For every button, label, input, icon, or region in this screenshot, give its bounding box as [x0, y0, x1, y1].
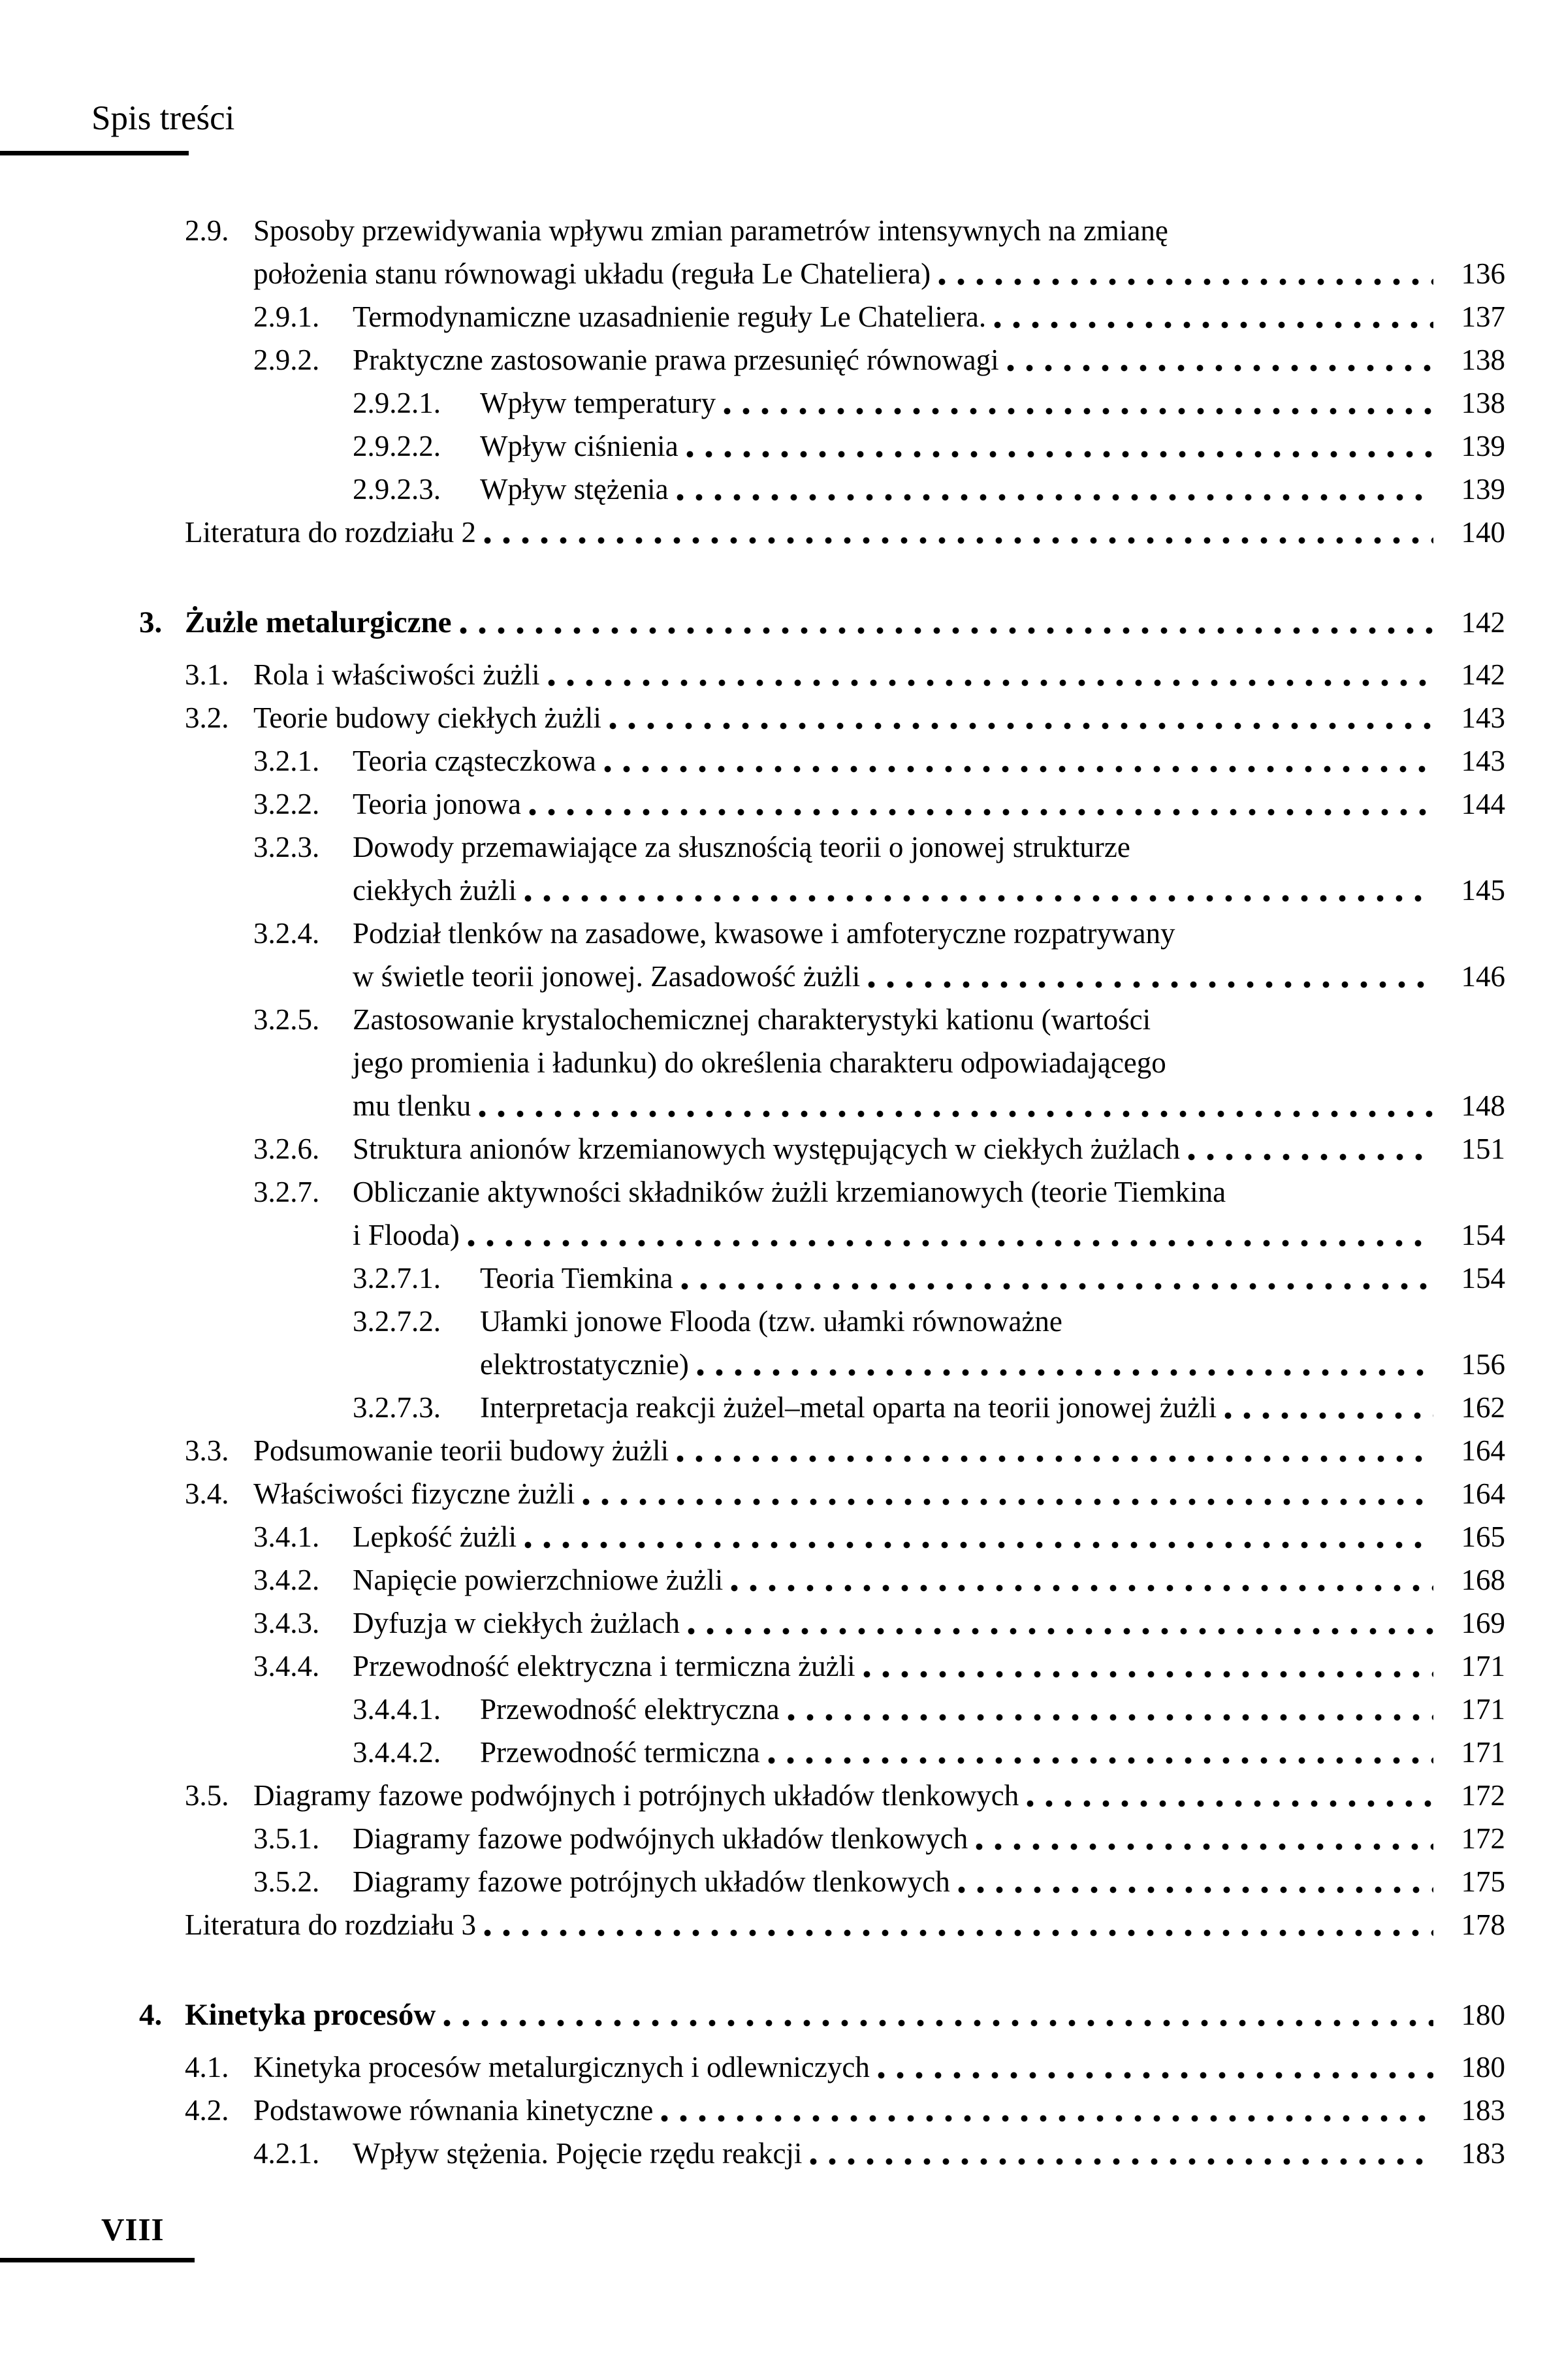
- toc-entry-title: Wpływ stężenia. Pojęcie rzędu reakcji: [353, 2137, 803, 2170]
- toc-row: [0, 511, 1547, 554]
- toc-row: [0, 1601, 1547, 1645]
- toc-page-number: 178: [1461, 1908, 1505, 1941]
- toc-entry-title: Teoria cząsteczkowa: [353, 745, 596, 777]
- toc-page-number: 139: [1461, 473, 1505, 506]
- toc-row: [0, 1645, 1547, 1688]
- dot-leader: [1188, 1153, 1433, 1161]
- toc-entry-title: Diagramy fazowe podwójnych układów tlenkowych: [353, 1822, 968, 1855]
- dot-leader: [524, 895, 1433, 902]
- toc-page-number: 156: [1461, 1348, 1505, 1381]
- toc-entry-number: 3.4.2.: [253, 1564, 320, 1596]
- dot-leader: [484, 537, 1433, 544]
- toc-entry-number: 3.4.4.1.: [353, 1693, 441, 1726]
- toc-page-number: 137: [1461, 300, 1505, 333]
- dot-leader: [661, 2115, 1433, 2122]
- toc-page-number: 144: [1461, 788, 1505, 820]
- toc-row: [0, 912, 1547, 955]
- toc-page-number: 164: [1461, 1434, 1505, 1467]
- dot-leader: [863, 1671, 1433, 1678]
- dot-leader: [958, 1886, 1433, 1893]
- toc-row: [0, 295, 1547, 338]
- toc-page-number: 180: [1461, 2051, 1505, 2083]
- toc-entry-number: 3.2.4.: [253, 917, 320, 950]
- toc-entry-title: Przewodność elektryczna: [480, 1693, 780, 1726]
- toc-entry-title: położenia stanu równowagi układu (reguła Le Chateliera): [253, 257, 931, 290]
- toc-row: [0, 338, 1547, 381]
- toc-page-number: 154: [1461, 1219, 1505, 1251]
- toc-entry-title: Teoria jonowa: [353, 788, 522, 820]
- toc-entry-title: Termodynamiczne uzasadnienie reguły Le Chateliera.: [353, 300, 987, 333]
- toc-page-number: 164: [1461, 1477, 1505, 1510]
- toc-entry-number: 3.: [139, 605, 163, 639]
- toc-page-number: 162: [1461, 1391, 1505, 1424]
- toc-entry-title: Kinetyka procesów metalurgicznych i odlewniczych: [253, 2051, 870, 2083]
- dot-leader: [460, 627, 1433, 634]
- toc-entry-title: Teorie budowy ciekłych żużli: [253, 701, 601, 734]
- toc-entry-number: 3.4.1.: [253, 1520, 320, 1553]
- toc-row: [0, 1688, 1547, 1731]
- toc-entry-number: 2.9.1.: [253, 300, 320, 333]
- toc-entry-title: Napięcie powierzchniowe żużli: [353, 1564, 724, 1596]
- toc-page-number: 183: [1461, 2094, 1505, 2127]
- toc-entry-title: Ułamki jonowe Flooda (tzw. ułamki równoważne: [480, 1305, 1062, 1338]
- toc-row: [0, 826, 1547, 869]
- toc-page-number: 143: [1461, 745, 1505, 777]
- toc-entry-title: Diagramy fazowe podwójnych i potrójnych układów tlenkowych: [253, 1779, 1019, 1812]
- toc-page-number: 154: [1461, 1262, 1505, 1295]
- toc-entry-number: 3.4.: [185, 1477, 229, 1510]
- toc-entry-number: 2.9.: [185, 214, 229, 247]
- toc-entry-number: 3.1.: [185, 658, 229, 691]
- dot-leader: [681, 1283, 1433, 1290]
- toc-entry-title: Literatura do rozdziału 2: [185, 516, 477, 549]
- toc-entry-title: Żużle metalurgiczne: [185, 605, 452, 639]
- toc-row: [0, 468, 1547, 511]
- toc-page-number: 180: [1461, 1999, 1505, 2031]
- toc-entry-title: Właściwości fizyczne żużli: [253, 1477, 575, 1510]
- toc-row: [0, 1515, 1547, 1558]
- dot-leader: [529, 809, 1433, 816]
- toc-page-number: 145: [1461, 874, 1505, 907]
- toc-row: [0, 1386, 1547, 1429]
- dot-leader: [688, 1628, 1433, 1635]
- toc-entry-number: 2.9.2.3.: [353, 473, 441, 506]
- toc-row: [0, 1300, 1547, 1343]
- toc-row: [0, 1041, 1547, 1084]
- toc-entry-number: 3.5.2.: [253, 1865, 320, 1898]
- toc-entry-number: 4.1.: [185, 2051, 229, 2083]
- toc-chapter-row: [0, 1993, 1547, 2036]
- toc-entry-title: Podsumowanie teorii budowy żużli: [253, 1434, 669, 1467]
- toc-page-number: 139: [1461, 430, 1505, 462]
- dot-leader: [604, 765, 1433, 773]
- toc-page-number: 138: [1461, 387, 1505, 419]
- dot-leader: [468, 1240, 1433, 1247]
- toc-entry-title: ciekłych żużli: [353, 874, 517, 907]
- toc-page-number: 136: [1461, 257, 1505, 290]
- toc-entry-number: 3.2.1.: [253, 745, 320, 777]
- toc-entry-number: 3.4.3.: [253, 1607, 320, 1639]
- page-title: Spis treści: [91, 99, 235, 137]
- toc-entry-title: Interpretacja reakcji żużel–metal oparta na teorii jonowej żużli: [480, 1391, 1217, 1424]
- toc-row: [0, 696, 1547, 739]
- toc-row: [0, 1257, 1547, 1300]
- toc-row: [0, 782, 1547, 826]
- toc-list: [0, 209, 1547, 2175]
- toc-page-number: 168: [1461, 1564, 1505, 1596]
- toc-entry-title: Praktyczne zastosowanie prawa przesunięć równowagi: [353, 344, 999, 376]
- toc-page-number: 183: [1461, 2137, 1505, 2170]
- toc-row: [0, 1084, 1547, 1127]
- dot-leader: [524, 1541, 1433, 1549]
- toc-row: [0, 209, 1547, 252]
- toc-entry-number: 4.2.1.: [253, 2137, 320, 2170]
- toc-chapter-row: [0, 601, 1547, 644]
- toc-page-number: 142: [1461, 658, 1505, 691]
- dot-leader: [484, 1929, 1433, 1937]
- toc-entry-title: Podział tlenków na zasadowe, kwasowe i amfoteryczne rozpatrywany: [353, 917, 1175, 950]
- toc-entry-number: 3.2.7.2.: [353, 1305, 441, 1338]
- toc-entry-number: 3.5.: [185, 1779, 229, 1812]
- toc-entry-number: 3.2.: [185, 701, 229, 734]
- page-number: VIII: [101, 2211, 165, 2247]
- dot-leader: [1007, 364, 1433, 372]
- toc-page-number: 138: [1461, 344, 1505, 376]
- dot-leader: [609, 722, 1433, 730]
- dot-leader: [479, 1110, 1433, 1118]
- toc-entry-number: 2.9.2.2.: [353, 430, 441, 462]
- toc-page-number: 171: [1461, 1736, 1505, 1769]
- toc-entry-title: elektrostatycznie): [480, 1348, 689, 1381]
- toc-page-number: 165: [1461, 1520, 1505, 1553]
- toc-row: [0, 1214, 1547, 1257]
- toc-row: [0, 1903, 1547, 1946]
- dot-leader: [1224, 1412, 1433, 1419]
- toc-entry-title: Rola i właściwości żużli: [253, 658, 540, 691]
- toc-entry-title: Podstawowe równania kinetyczne: [253, 2094, 654, 2127]
- toc-row: [0, 1860, 1547, 1903]
- dot-leader: [443, 2019, 1433, 2027]
- toc-row: [0, 1170, 1547, 1214]
- toc-entry-number: 2.9.2.: [253, 344, 320, 376]
- dot-leader: [686, 451, 1433, 458]
- dot-leader: [731, 1584, 1433, 1592]
- toc-entry-number: 3.2.5.: [253, 1003, 320, 1036]
- toc-entry-title: w świetle teorii jonowej. Zasadowość żużli: [353, 960, 861, 993]
- toc-row: [0, 653, 1547, 696]
- toc-entry-title: mu tlenku: [353, 1089, 471, 1122]
- toc-row: [0, 1127, 1547, 1170]
- toc-row: [0, 869, 1547, 912]
- footer-rule-divider: [0, 2258, 195, 2262]
- toc-page-number: 169: [1461, 1607, 1505, 1639]
- dot-leader: [677, 494, 1433, 501]
- toc-row: [0, 1472, 1547, 1515]
- toc-entry-title: Przewodność elektryczna i termiczna żużli: [353, 1650, 855, 1682]
- toc-row: [0, 739, 1547, 782]
- toc-page-number: 146: [1461, 960, 1505, 993]
- toc-row: [0, 1343, 1547, 1386]
- toc-entry-number: 3.2.2.: [253, 788, 320, 820]
- toc-entry-number: 3.2.7.1.: [353, 1262, 441, 1295]
- toc-row: [0, 1774, 1547, 1817]
- toc-page-number: 151: [1461, 1133, 1505, 1165]
- toc-row: [0, 955, 1547, 998]
- toc-entry-number: 3.4.4.: [253, 1650, 320, 1682]
- toc-entry-title: Wpływ ciśnienia: [480, 430, 678, 462]
- toc-page-number: 172: [1461, 1822, 1505, 1855]
- toc-row: [0, 1558, 1547, 1601]
- toc-entry-title: Przewodność termiczna: [480, 1736, 760, 1769]
- toc-entry-number: 4.: [139, 1998, 163, 2032]
- toc-entry-number: 3.2.7.: [253, 1176, 320, 1208]
- toc-page-number: 140: [1461, 516, 1505, 549]
- toc-row: [0, 2046, 1547, 2089]
- toc-row: [0, 1817, 1547, 1860]
- toc-row: [0, 425, 1547, 468]
- toc-entry-title: Wpływ stężenia: [480, 473, 669, 506]
- dot-leader: [810, 2158, 1433, 2165]
- dot-leader: [724, 408, 1433, 415]
- toc-entry-title: Diagramy fazowe potrójnych układów tlenkowych: [353, 1865, 950, 1898]
- toc-page-number: 175: [1461, 1865, 1505, 1898]
- toc-row: [0, 381, 1547, 425]
- toc-row: [0, 2089, 1547, 2132]
- toc-page-number: 142: [1461, 606, 1505, 639]
- toc-entry-number: 3.5.1.: [253, 1822, 320, 1855]
- toc-page-number: 148: [1461, 1089, 1505, 1122]
- toc-entry-title: Wpływ temperatury: [480, 387, 716, 419]
- dot-leader: [548, 679, 1433, 686]
- toc-page-number: 171: [1461, 1650, 1505, 1682]
- toc-entry-title: Struktura anionów krzemianowych występujących w ciekłych żużlach: [353, 1133, 1181, 1165]
- toc-row: [0, 998, 1547, 1041]
- toc-entry-title: Obliczanie aktywności składników żużli krzemianowych (teorie Tiemkina: [353, 1176, 1226, 1208]
- toc-entry-number: 2.9.2.1.: [353, 387, 441, 419]
- toc-entry-title: Kinetyka procesów: [185, 1998, 436, 2032]
- toc-row: [0, 1731, 1547, 1774]
- toc-page-number: 171: [1461, 1693, 1505, 1726]
- toc-entry-number: 3.4.4.2.: [353, 1736, 441, 1769]
- toc-entry-title: Dowody przemawiające za słusznością teorii o jonowej strukturze: [353, 831, 1130, 863]
- toc-entry-title: i Flooda): [353, 1219, 460, 1251]
- dot-leader: [677, 1455, 1433, 1462]
- toc-entry-number: 3.3.: [185, 1434, 229, 1467]
- toc-entry-title: Teoria Tiemkina: [480, 1262, 673, 1295]
- toc-row: [0, 252, 1547, 295]
- toc-entry-title: Sposoby przewidywania wpływu zmian parametrów intensywnych na zmianę: [253, 214, 1168, 247]
- dot-leader: [976, 1843, 1433, 1850]
- toc-entry-title: jego promienia i ładunku) do określenia charakteru odpowiadającego: [353, 1046, 1166, 1079]
- toc-entry-title: Lepkość żużli: [353, 1520, 517, 1553]
- toc-page-number: 172: [1461, 1779, 1505, 1812]
- dot-leader: [788, 1714, 1433, 1721]
- dot-leader: [994, 321, 1433, 329]
- dot-leader: [582, 1498, 1433, 1505]
- dot-leader: [1027, 1800, 1433, 1807]
- dot-leader: [868, 981, 1433, 988]
- toc-entry-number: 3.2.6.: [253, 1133, 320, 1165]
- toc-entry-title: Literatura do rozdziału 3: [185, 1908, 477, 1941]
- toc-entry-title: Dyfuzja w ciekłych żużlach: [353, 1607, 680, 1639]
- dot-leader: [768, 1757, 1433, 1764]
- dot-leader: [938, 278, 1433, 285]
- toc-entry-title: Zastosowanie krystalochemicznej charakterystyki kationu (wartości: [353, 1003, 1151, 1036]
- toc-entry-number: 3.2.3.: [253, 831, 320, 863]
- toc-row: [0, 1429, 1547, 1472]
- dot-leader: [697, 1369, 1433, 1376]
- toc-entry-number: 3.2.7.3.: [353, 1391, 441, 1424]
- header-rule-divider: [0, 151, 189, 155]
- dot-leader: [878, 2072, 1433, 2079]
- toc-entry-number: 4.2.: [185, 2094, 229, 2127]
- toc-row: [0, 2132, 1547, 2175]
- toc-page-number: 143: [1461, 701, 1505, 734]
